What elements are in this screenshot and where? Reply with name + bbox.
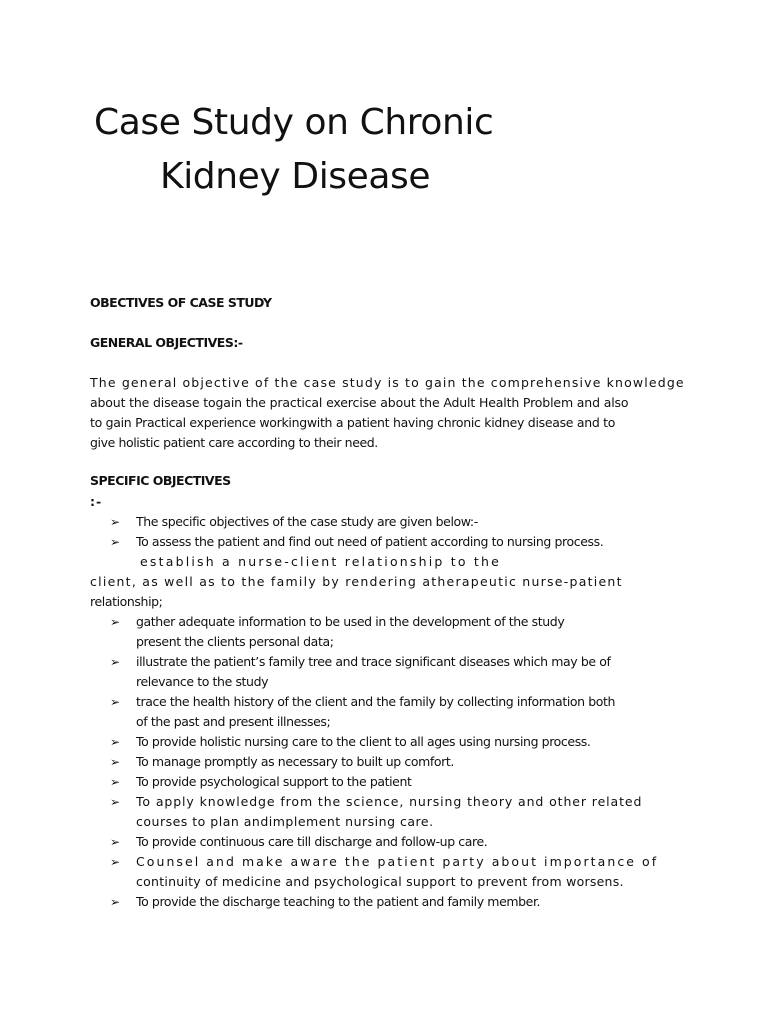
general-paragraph-line: give holistic patient care according to their need. bbox=[90, 435, 378, 450]
list-item-continuation: continuity of medicine and psychological support to prevent from worsens. bbox=[136, 874, 624, 889]
document-title-line-2: Kidney Disease bbox=[160, 156, 431, 197]
specific-objectives-heading-suffix: :- bbox=[90, 494, 103, 509]
bullet-icon: ➢ bbox=[110, 795, 121, 809]
bullet-icon: ➢ bbox=[110, 755, 121, 769]
general-paragraph-line: to gain Practical experience workingwith a patient having chronic kidney disease and to bbox=[90, 415, 616, 430]
bullet-icon: ➢ bbox=[110, 655, 121, 669]
bullet-icon: ➢ bbox=[110, 515, 121, 529]
list-item: To manage promptly as necessary to built up comfort. bbox=[136, 754, 454, 769]
bullet-icon: ➢ bbox=[110, 735, 121, 749]
list-item: Counsel and make aware the patient party about importance of bbox=[136, 854, 659, 869]
list-item-continuation: of the past and present illnesses; bbox=[136, 714, 331, 729]
bullet-icon: ➢ bbox=[110, 535, 121, 549]
bullet-icon: ➢ bbox=[110, 855, 121, 869]
list-item-continuation: relevance to the study bbox=[136, 674, 269, 689]
document-title-line-1: Case Study on Chronic bbox=[94, 102, 494, 143]
list-item: To apply knowledge from the science, nursing theory and other related bbox=[136, 794, 643, 809]
list-item: To provide the discharge teaching to the patient and family member. bbox=[136, 894, 541, 909]
list-item-continuation: present the clients personal data; bbox=[136, 634, 334, 649]
general-paragraph-line: about the disease togain the practical exercise about the Adult Health Problem and also bbox=[90, 395, 629, 410]
bullet-icon: ➢ bbox=[110, 615, 121, 629]
list-item-continuation: client, as well as to the family by rendering atherapeutic nurse-patient bbox=[90, 574, 623, 589]
list-item: To assess the patient and find out need of patient according to nursing process. bbox=[136, 534, 604, 549]
specific-objectives-heading: SPECIFIC OBJECTIVES bbox=[90, 473, 231, 488]
bullet-icon: ➢ bbox=[110, 775, 121, 789]
bullet-icon: ➢ bbox=[110, 835, 121, 849]
list-item: The specific objectives of the case study are given below:- bbox=[136, 514, 478, 529]
list-item: illustrate the patient’s family tree and trace significant diseases which may be of bbox=[136, 654, 611, 669]
bullet-icon: ➢ bbox=[110, 695, 121, 709]
list-item-continuation: courses to plan andimplement nursing care. bbox=[136, 814, 434, 829]
list-item-continuation: establish a nurse-client relationship to the bbox=[140, 554, 501, 569]
list-item: gather adequate information to be used in the development of the study bbox=[136, 614, 565, 629]
list-item: To provide continuous care till discharge and follow-up care. bbox=[136, 834, 488, 849]
bullet-icon: ➢ bbox=[110, 895, 121, 909]
list-item: trace the health history of the client and the family by collecting information both bbox=[136, 694, 616, 709]
list-item: To provide holistic nursing care to the client to all ages using nursing process. bbox=[136, 734, 591, 749]
objectives-heading: OBECTIVES OF CASE STUDY bbox=[90, 295, 272, 310]
list-item: To provide psychological support to the patient bbox=[136, 774, 412, 789]
general-paragraph-line: The general objective of the case study is to gain the comprehensive knowledge bbox=[90, 375, 685, 390]
list-item-continuation: relationship; bbox=[90, 594, 163, 609]
general-objectives-heading: GENERAL OBJECTIVES:- bbox=[90, 335, 243, 350]
